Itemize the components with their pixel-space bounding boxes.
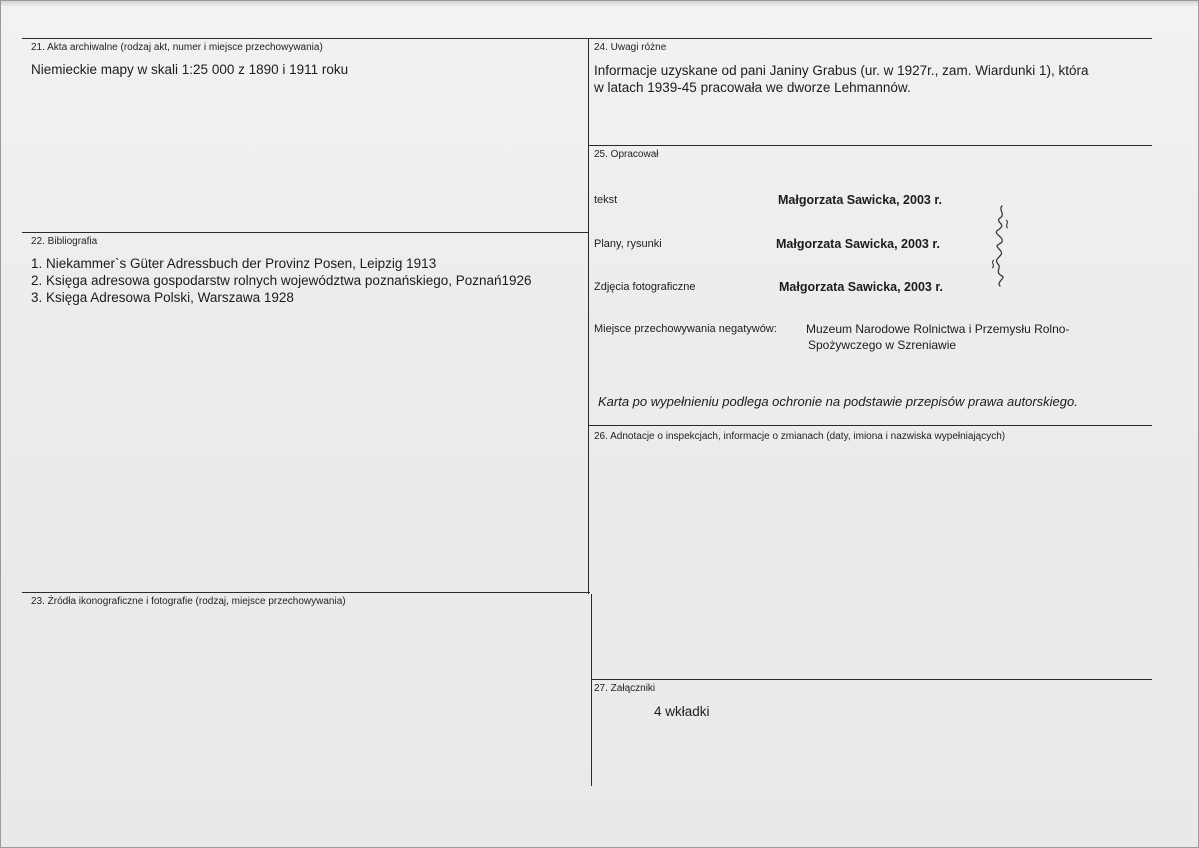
center-divider-lower — [591, 594, 592, 786]
copyright-notice: Karta po wypełnieniu podlega ochronie na podstawie przepisów prawa autorskiego. — [598, 394, 1078, 409]
center-divider-upper — [588, 38, 589, 594]
rule-26 — [588, 425, 1152, 426]
author-row-value-photos: Małgorzata Sawicka, 2003 r. — [779, 280, 943, 294]
section-27-content: 4 wkładki — [654, 704, 710, 719]
section-27-label: 27. Załączniki — [594, 683, 656, 694]
author-row-value-plans: Małgorzata Sawicka, 2003 r. — [776, 237, 940, 251]
negatives-label: Miejsce przechowywania negatywów: — [594, 323, 777, 335]
bibliography-item: 3. Księga Adresowa Polski, Warszawa 1928 — [31, 290, 294, 305]
section-25-label: 25. Opracował — [594, 149, 659, 160]
rule-25 — [588, 145, 1152, 146]
section-21-label: 21. Akta archiwalne (rodzaj akt, numer i miejsce przechowywania) — [31, 42, 323, 53]
bibliography-item: 2. Księga adresowa gospodarstw rolnych województwa poznańskiego, Poznań1926 — [31, 273, 532, 288]
section-24-line-2: w latach 1939-45 pracowała we dworze Lehmannów. — [594, 80, 911, 95]
author-row-label-photos: Zdjęcia fotograficzne — [594, 281, 696, 293]
negatives-location-line-1: Muzeum Narodowe Rolnictwa i Przemysłu Rolno- — [806, 322, 1070, 336]
section-21-content: Niemieckie mapy w skali 1:25 000 z 1890 i 1911 roku — [31, 62, 349, 77]
section-22-label: 22. Bibliografia — [31, 236, 98, 247]
author-row-label-text: tekst — [594, 194, 618, 206]
author-row-label-plans: Plany, rysunki — [594, 238, 662, 250]
section-26-label: 26. Adnotacje o inspekcjach, informacje o zmianach (daty, imiona i nazwiska wypełniających) — [594, 431, 1006, 442]
rule-23 — [22, 592, 590, 593]
handwritten-signature — [980, 200, 1020, 295]
author-row-value-text: Małgorzata Sawicka, 2003 r. — [778, 193, 942, 207]
rule-27 — [591, 679, 1152, 680]
section-24-label: 24. Uwagi różne — [594, 42, 667, 53]
bibliography-item: 1. Niekammer`s Güter Adressbuch der Provinz Posen, Leipzig 1913 — [31, 256, 437, 271]
section-24-line-1: Informacje uzyskane od pani Janiny Grabus (ur. w 1927r., zam. Wiardunki 1), która — [594, 63, 1089, 78]
section-23-label: 23. Źródła ikonograficzne i fotografie (rodzaj, miejsce przechowywania) — [31, 596, 346, 607]
rule-22 — [22, 232, 588, 233]
top-rule — [22, 38, 1152, 39]
negatives-location-line-2: Spożywczego w Szreniawie — [808, 338, 957, 352]
